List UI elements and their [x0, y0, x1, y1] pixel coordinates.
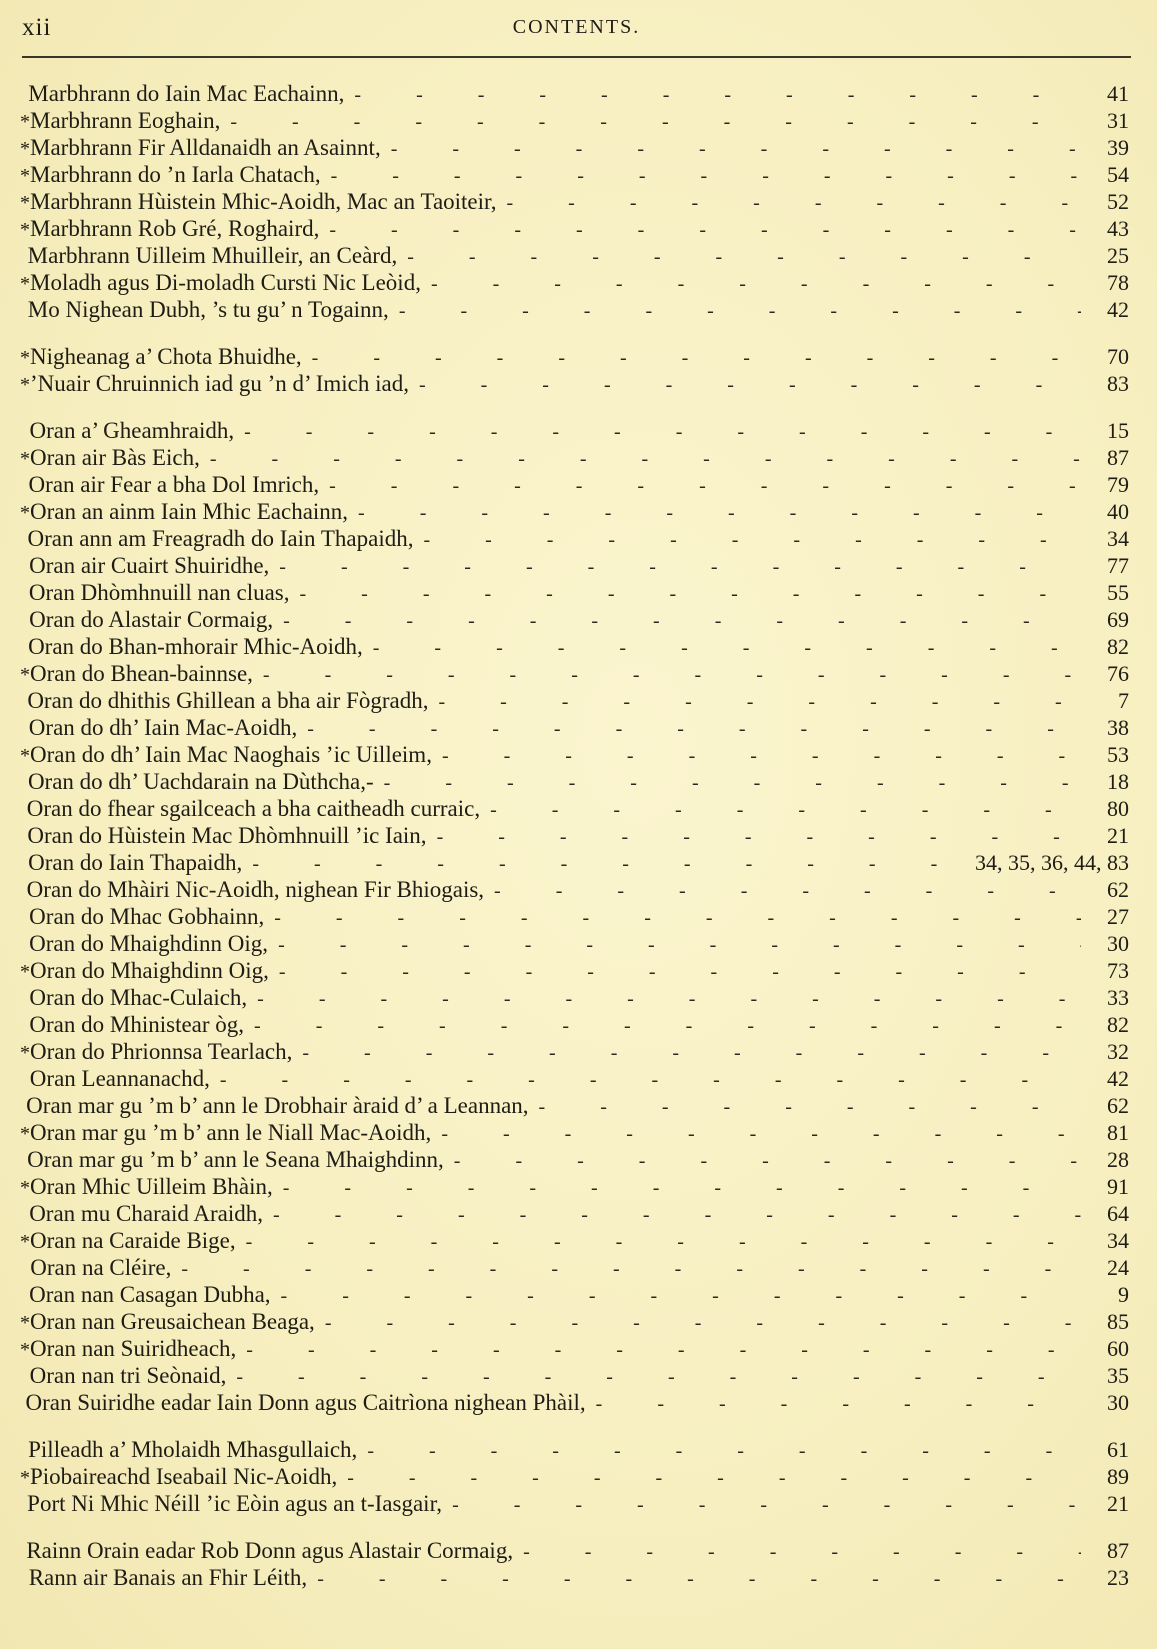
entry-page-number: 31: [1107, 108, 1129, 133]
dot-leader: [246, 1337, 1081, 1364]
contents-entry: [20, 1362, 1129, 1389]
entry-page-number: 70: [1107, 344, 1129, 369]
entry-title: Oran Mhic Uilleim Bhàin,: [30, 1174, 273, 1199]
entry-title: Pilleadh a’ Mholaidh Mhasgullaich,: [28, 1437, 358, 1462]
entry-title: Oran do Mhaighdinn Oig,: [29, 931, 269, 956]
new-song-asterisk: *: [20, 111, 30, 133]
entry-title: Rann air Banais an Fhir Léith,: [28, 1565, 308, 1590]
new-song-asterisk: *: [20, 1339, 30, 1361]
contents-entry: [20, 930, 1129, 957]
entry-title: Piobaireachd Iseabail Nic-Aoidh,: [30, 1464, 338, 1489]
dot-leader: [210, 446, 1081, 473]
dot-leader: [246, 1229, 1081, 1256]
contents-entry: [20, 188, 1129, 215]
entry-title: Marbhrann Rob Gré, Roghaird,: [30, 216, 320, 241]
page-number: xii: [22, 14, 52, 41]
entry-title: Oran do dh’ Iain Mac-Aoidh,: [28, 715, 298, 740]
dot-leader: [279, 959, 1081, 986]
contents-group: [20, 1537, 1129, 1591]
new-song-asterisk: *: [20, 1467, 30, 1489]
contents-entry: [20, 1490, 1129, 1517]
entry-page-number: 83: [1107, 371, 1129, 396]
contents-entry: [20, 876, 1129, 903]
dot-leader: [230, 109, 1081, 136]
entry-title: Oran do dh’ Uachdarain na Dùthcha,-: [27, 769, 374, 794]
contents-entry: [20, 660, 1129, 687]
entry-title: Oran nan Greusaichean Beaga,: [30, 1309, 315, 1334]
contents-entry: [20, 714, 1129, 741]
entry-title: Oran do Mhinistear òg,: [29, 1012, 245, 1037]
dot-leader: [490, 797, 1081, 824]
contents-entry: [20, 1038, 1129, 1065]
dot-leader: [274, 905, 1081, 932]
contents-entry: [20, 849, 1129, 876]
entry-title: Oran do fhear sgailceach a bha caitheadh curraic,: [26, 796, 481, 821]
dot-leader: [181, 1256, 1081, 1283]
entry-title: Oran mu Charaid Araidh,: [29, 1201, 263, 1226]
dot-leader: [347, 1465, 1081, 1492]
contents-entry: [20, 1065, 1129, 1092]
entry-page-number: 79: [1107, 472, 1129, 497]
entry-page-number: 25: [1107, 243, 1129, 268]
entry-page-number: 38: [1107, 715, 1129, 740]
contents-entry: [20, 1254, 1129, 1281]
contents-entry: [20, 822, 1129, 849]
new-song-asterisk: *: [20, 961, 30, 983]
entry-title: Oran mar gu ’m b’ ann le Drobhair àraid d’ a Leannan,: [26, 1093, 529, 1118]
contents-entry: [20, 1308, 1129, 1335]
entry-title: Oran do Hùistein Mac Dhòmhnuill ’ic Iain,: [27, 823, 427, 848]
contents-entry: [20, 1281, 1129, 1308]
contents-entry: [20, 134, 1129, 161]
entry-page-number: 28: [1107, 1147, 1129, 1172]
entry-page-number: 41: [1107, 81, 1129, 106]
dot-leader: [399, 298, 1081, 325]
entry-page-number: 7: [1118, 688, 1129, 713]
entry-title: Oran ann am Freagradh do Iain Thapaidh,: [27, 526, 414, 551]
entry-title: Oran nan Casagan Dubha,: [29, 1282, 271, 1307]
dot-leader: [507, 190, 1081, 217]
new-song-asterisk: *: [20, 347, 30, 369]
entry-page-number: 60: [1107, 1336, 1129, 1361]
contents-entry: [20, 1011, 1129, 1038]
contents-entry: [20, 269, 1129, 296]
dot-leader: [494, 878, 1081, 905]
dot-leader: [391, 136, 1081, 163]
dot-leader: [278, 932, 1081, 959]
dot-leader: [302, 1040, 1081, 1067]
contents-entry: [20, 80, 1129, 107]
contents-entry: [20, 1537, 1129, 1564]
dot-leader: [283, 608, 1081, 635]
header-rule: [22, 56, 1131, 58]
entry-title: Oran do Iain Thapaidh,: [28, 850, 243, 875]
entry-title: Oran na Caraide Bige,: [30, 1228, 236, 1253]
contents-group: [20, 1436, 1129, 1517]
contents-entry: [20, 741, 1129, 768]
contents-entry: [20, 1227, 1129, 1254]
dot-leader: [442, 743, 1081, 770]
contents-entry: [20, 768, 1129, 795]
contents-entry: [20, 633, 1129, 660]
entry-title: Oran do Alastair Cormaig,: [29, 607, 274, 632]
entry-title: Oran na Cléire,: [30, 1255, 172, 1280]
entry-title: Marbhrann Eoghain,: [30, 108, 221, 133]
entry-page-number: 77: [1107, 553, 1129, 578]
contents-entry: [20, 1564, 1129, 1591]
entry-page-number: 24: [1107, 1255, 1129, 1280]
dot-leader: [220, 1067, 1081, 1094]
dot-leader: [407, 244, 1081, 271]
entry-title: Moladh agus Di-moladh Cursti Nic Leòid,: [30, 270, 421, 295]
entry-page-number: 23: [1107, 1565, 1129, 1590]
entry-title: Oran air Fear a bha Dol Imrich,: [28, 472, 320, 497]
new-song-asterisk: *: [20, 374, 30, 396]
contents-entry: [20, 1463, 1129, 1490]
entry-title: Oran air Bàs Eich,: [30, 445, 200, 470]
entry-title: Port Ni Mhic Néill ’ic Eòin agus an t-Iasgair,: [27, 1491, 443, 1516]
dot-leader: [244, 419, 1081, 446]
entry-title: Marbhrann do ’n Iarla Chatach,: [30, 162, 321, 187]
contents-entry: [20, 1389, 1129, 1416]
entry-title: Oran do Bhean-bainnse,: [30, 661, 253, 686]
entry-page-number: 39: [1107, 135, 1129, 160]
entry-page-number: 87: [1107, 445, 1129, 470]
dot-leader: [454, 1148, 1081, 1175]
new-song-asterisk: *: [20, 1231, 30, 1253]
entry-page-number: 61: [1107, 1437, 1129, 1462]
entry-title: Oran do dh’ Iain Mac Naoghais ’ic Uilleim,: [30, 742, 432, 767]
entry-page-number: 30: [1107, 1390, 1129, 1415]
page-header: [22, 10, 1131, 50]
running-title: CONTENTS.: [512, 16, 641, 38]
contents-entry: [20, 687, 1129, 714]
new-song-asterisk: *: [20, 502, 30, 524]
entry-page-number: 35: [1107, 1363, 1129, 1388]
dot-leader: [431, 271, 1081, 298]
dot-leader: [354, 82, 1081, 109]
entry-page-number: 34: [1107, 526, 1129, 551]
entry-title: Oran mar gu ’m b’ ann le Niall Mac-Aoidh,: [30, 1120, 432, 1145]
new-song-asterisk: *: [20, 273, 30, 295]
entry-page-number: 18: [1107, 769, 1129, 794]
dot-leader: [257, 986, 1081, 1013]
entry-page-number: 82: [1107, 1012, 1129, 1037]
dot-leader: [329, 217, 1081, 244]
contents-entry: [20, 579, 1129, 606]
dot-leader: [252, 851, 967, 878]
entry-page-number: 42: [1107, 1066, 1129, 1091]
dot-leader: [539, 1094, 1081, 1121]
entry-page-number: 76: [1107, 661, 1129, 686]
contents-entry: [20, 417, 1129, 444]
contents-entry: [20, 795, 1129, 822]
contents-entry: [20, 296, 1129, 323]
new-song-asterisk: *: [20, 1177, 30, 1199]
dot-leader: [329, 473, 1081, 500]
entry-title: Oran an ainm Iain Mhic Eachainn,: [30, 499, 349, 524]
entry-page-number: 42: [1107, 297, 1129, 322]
entry-page-number: 73: [1107, 958, 1129, 983]
contents-entry: [20, 957, 1129, 984]
dot-leader: [423, 527, 1081, 554]
entry-page-number: 82: [1107, 634, 1129, 659]
entry-title: ’Nuair Chruinnich iad gu ’n d’ Imich iad,: [30, 371, 409, 396]
contents-entry: [20, 498, 1129, 525]
entry-page-number: 32: [1107, 1039, 1129, 1064]
contents-entry: [20, 1146, 1129, 1173]
entry-title: Oran air Cuairt Shuiridhe,: [29, 553, 270, 578]
entry-page-number: 55: [1107, 580, 1129, 605]
dot-leader: [367, 1438, 1081, 1465]
dot-leader: [281, 1283, 1081, 1310]
entry-page-number: 52: [1107, 189, 1129, 214]
contents-entry: [20, 1173, 1129, 1200]
dot-leader: [358, 500, 1081, 527]
entry-page-number: 91: [1107, 1174, 1129, 1199]
contents-group: [20, 80, 1129, 323]
contents-group: [20, 417, 1129, 1416]
entry-title: Oran a’ Gheamhraidh,: [29, 418, 235, 443]
entry-page-number: 69: [1107, 607, 1129, 632]
contents-entry: [20, 107, 1129, 134]
entry-page-number: 27: [1107, 904, 1129, 929]
entry-page-number: 34: [1107, 1228, 1129, 1253]
new-song-asterisk: *: [20, 1042, 30, 1064]
dot-leader: [331, 163, 1081, 190]
dot-leader: [437, 824, 1081, 851]
contents-entry: [20, 1119, 1129, 1146]
contents-entry: [20, 1436, 1129, 1463]
contents-entry: [20, 471, 1129, 498]
entry-title: Oran do Mhàiri Nic-Aoidh, nighean Fir Bhiogais,: [26, 877, 485, 902]
contents-group: [20, 343, 1129, 397]
dot-leader: [273, 1202, 1081, 1229]
entry-page-number: 9: [1118, 1282, 1129, 1307]
entry-title: Oran do Mhac Gobhainn,: [29, 904, 265, 929]
dot-leader: [300, 581, 1081, 608]
entry-page-number: 78: [1107, 270, 1129, 295]
contents-entry: [20, 525, 1129, 552]
dot-leader: [254, 1013, 1081, 1040]
entry-title: Rainn Orain eadar Rob Donn agus Alastair Cormaig,: [26, 1538, 514, 1563]
entry-page-number: 33: [1107, 985, 1129, 1010]
dot-leader: [283, 1175, 1081, 1202]
dot-leader: [279, 554, 1081, 581]
new-song-asterisk: *: [20, 219, 30, 241]
entry-page-number: 62: [1107, 1093, 1129, 1118]
entry-page-number: 54: [1107, 162, 1129, 187]
entry-title: Marbhrann Fir Alldanaidh an Asainnt,: [30, 135, 381, 160]
dot-leader: [523, 1539, 1081, 1566]
contents-entry: [20, 984, 1129, 1011]
entry-page-number: 21: [1107, 1491, 1129, 1516]
entry-page-number: 81: [1107, 1120, 1129, 1145]
dot-leader: [452, 1492, 1081, 1519]
entry-title: Oran mar gu ’m b’ ann le Seana Mhaighdinn,: [27, 1147, 444, 1172]
entry-page-number: 89: [1107, 1464, 1129, 1489]
dot-leader: [384, 770, 1081, 797]
dot-leader: [317, 1566, 1081, 1593]
entry-title: Oran nan tri Seònaid,: [29, 1363, 227, 1388]
contents-entry: [20, 444, 1129, 471]
dot-leader: [441, 1121, 1081, 1148]
contents-entry: [20, 552, 1129, 579]
entry-page-number: 21: [1107, 823, 1129, 848]
entry-title: Oran do Bhan-mhorair Mhic-Aoidh,: [28, 634, 363, 659]
new-song-asterisk: *: [20, 192, 30, 214]
dot-leader: [419, 372, 1081, 399]
dot-leader: [325, 1310, 1081, 1337]
new-song-asterisk: *: [20, 1312, 30, 1334]
entry-page-number: 43: [1107, 216, 1129, 241]
new-song-asterisk: *: [20, 138, 30, 160]
entry-title: Mo Nighean Dubh, ’s tu gu’ n Togainn,: [27, 297, 389, 322]
entry-title: Oran do Mhaighdinn Oig,: [30, 958, 269, 983]
dot-leader: [236, 1364, 1081, 1391]
entry-title: Marbhrann Uilleim Mhuilleir, an Ceàrd,: [27, 243, 398, 268]
entry-page-number: 53: [1107, 742, 1129, 767]
new-song-asterisk: *: [20, 448, 30, 470]
contents-entry: [20, 343, 1129, 370]
new-song-asterisk: *: [20, 1123, 30, 1145]
entry-page-number: 64: [1107, 1201, 1129, 1226]
dot-leader: [263, 662, 1081, 689]
entry-page-number: 15: [1107, 418, 1129, 443]
new-song-asterisk: *: [20, 745, 30, 767]
entry-page-number: 87: [1107, 1538, 1129, 1563]
entry-title: Marbhrann Hùistein Mhic-Aoidh, Mac an Taoiteir,: [30, 189, 497, 214]
dot-leader: [596, 1391, 1081, 1418]
new-song-asterisk: *: [20, 165, 30, 187]
dot-leader: [312, 345, 1081, 372]
contents-entry: [20, 215, 1129, 242]
entry-page-number: 40: [1107, 499, 1129, 524]
entry-title: Oran nan Suiridheach,: [30, 1336, 237, 1361]
contents-entry: [20, 242, 1129, 269]
entry-page-number: 80: [1107, 796, 1129, 821]
contents-entry: [20, 606, 1129, 633]
dot-leader: [307, 716, 1081, 743]
entry-title: Oran do Mhac-Culaich,: [29, 985, 248, 1010]
entry-title: Oran Dhòmhnuill nan cluas,: [28, 580, 290, 605]
entry-title: Oran do dhithis Ghillean a bha air Fògradh,: [27, 688, 429, 713]
entry-page-number: 30: [1107, 931, 1129, 956]
entry-page-number: 85: [1107, 1309, 1129, 1334]
entry-title: Oran do Phrionnsa Tearlach,: [30, 1039, 293, 1064]
dot-leader: [438, 689, 1081, 716]
contents-entry: [20, 1200, 1129, 1227]
entry-title: Marbhrann do Iain Mac Eachainn,: [28, 81, 345, 106]
entry-page-number: 34, 35, 36, 44, 83: [975, 850, 1129, 875]
contents-list: [20, 80, 1129, 1611]
entry-title: Nigheanag a’ Chota Bhuidhe,: [30, 344, 302, 369]
contents-entry: [20, 1092, 1129, 1119]
contents-entry: [20, 370, 1129, 397]
entry-page-number: 62: [1107, 877, 1129, 902]
contents-entry: [20, 1335, 1129, 1362]
contents-entry: [20, 161, 1129, 188]
dot-leader: [373, 635, 1081, 662]
contents-entry: [20, 903, 1129, 930]
entry-title: Oran Suiridhe eadar Iain Donn agus Caitrìona nighean Phàil,: [25, 1390, 586, 1415]
entry-title: Oran Leannanachd,: [29, 1066, 210, 1091]
new-song-asterisk: *: [20, 664, 30, 686]
